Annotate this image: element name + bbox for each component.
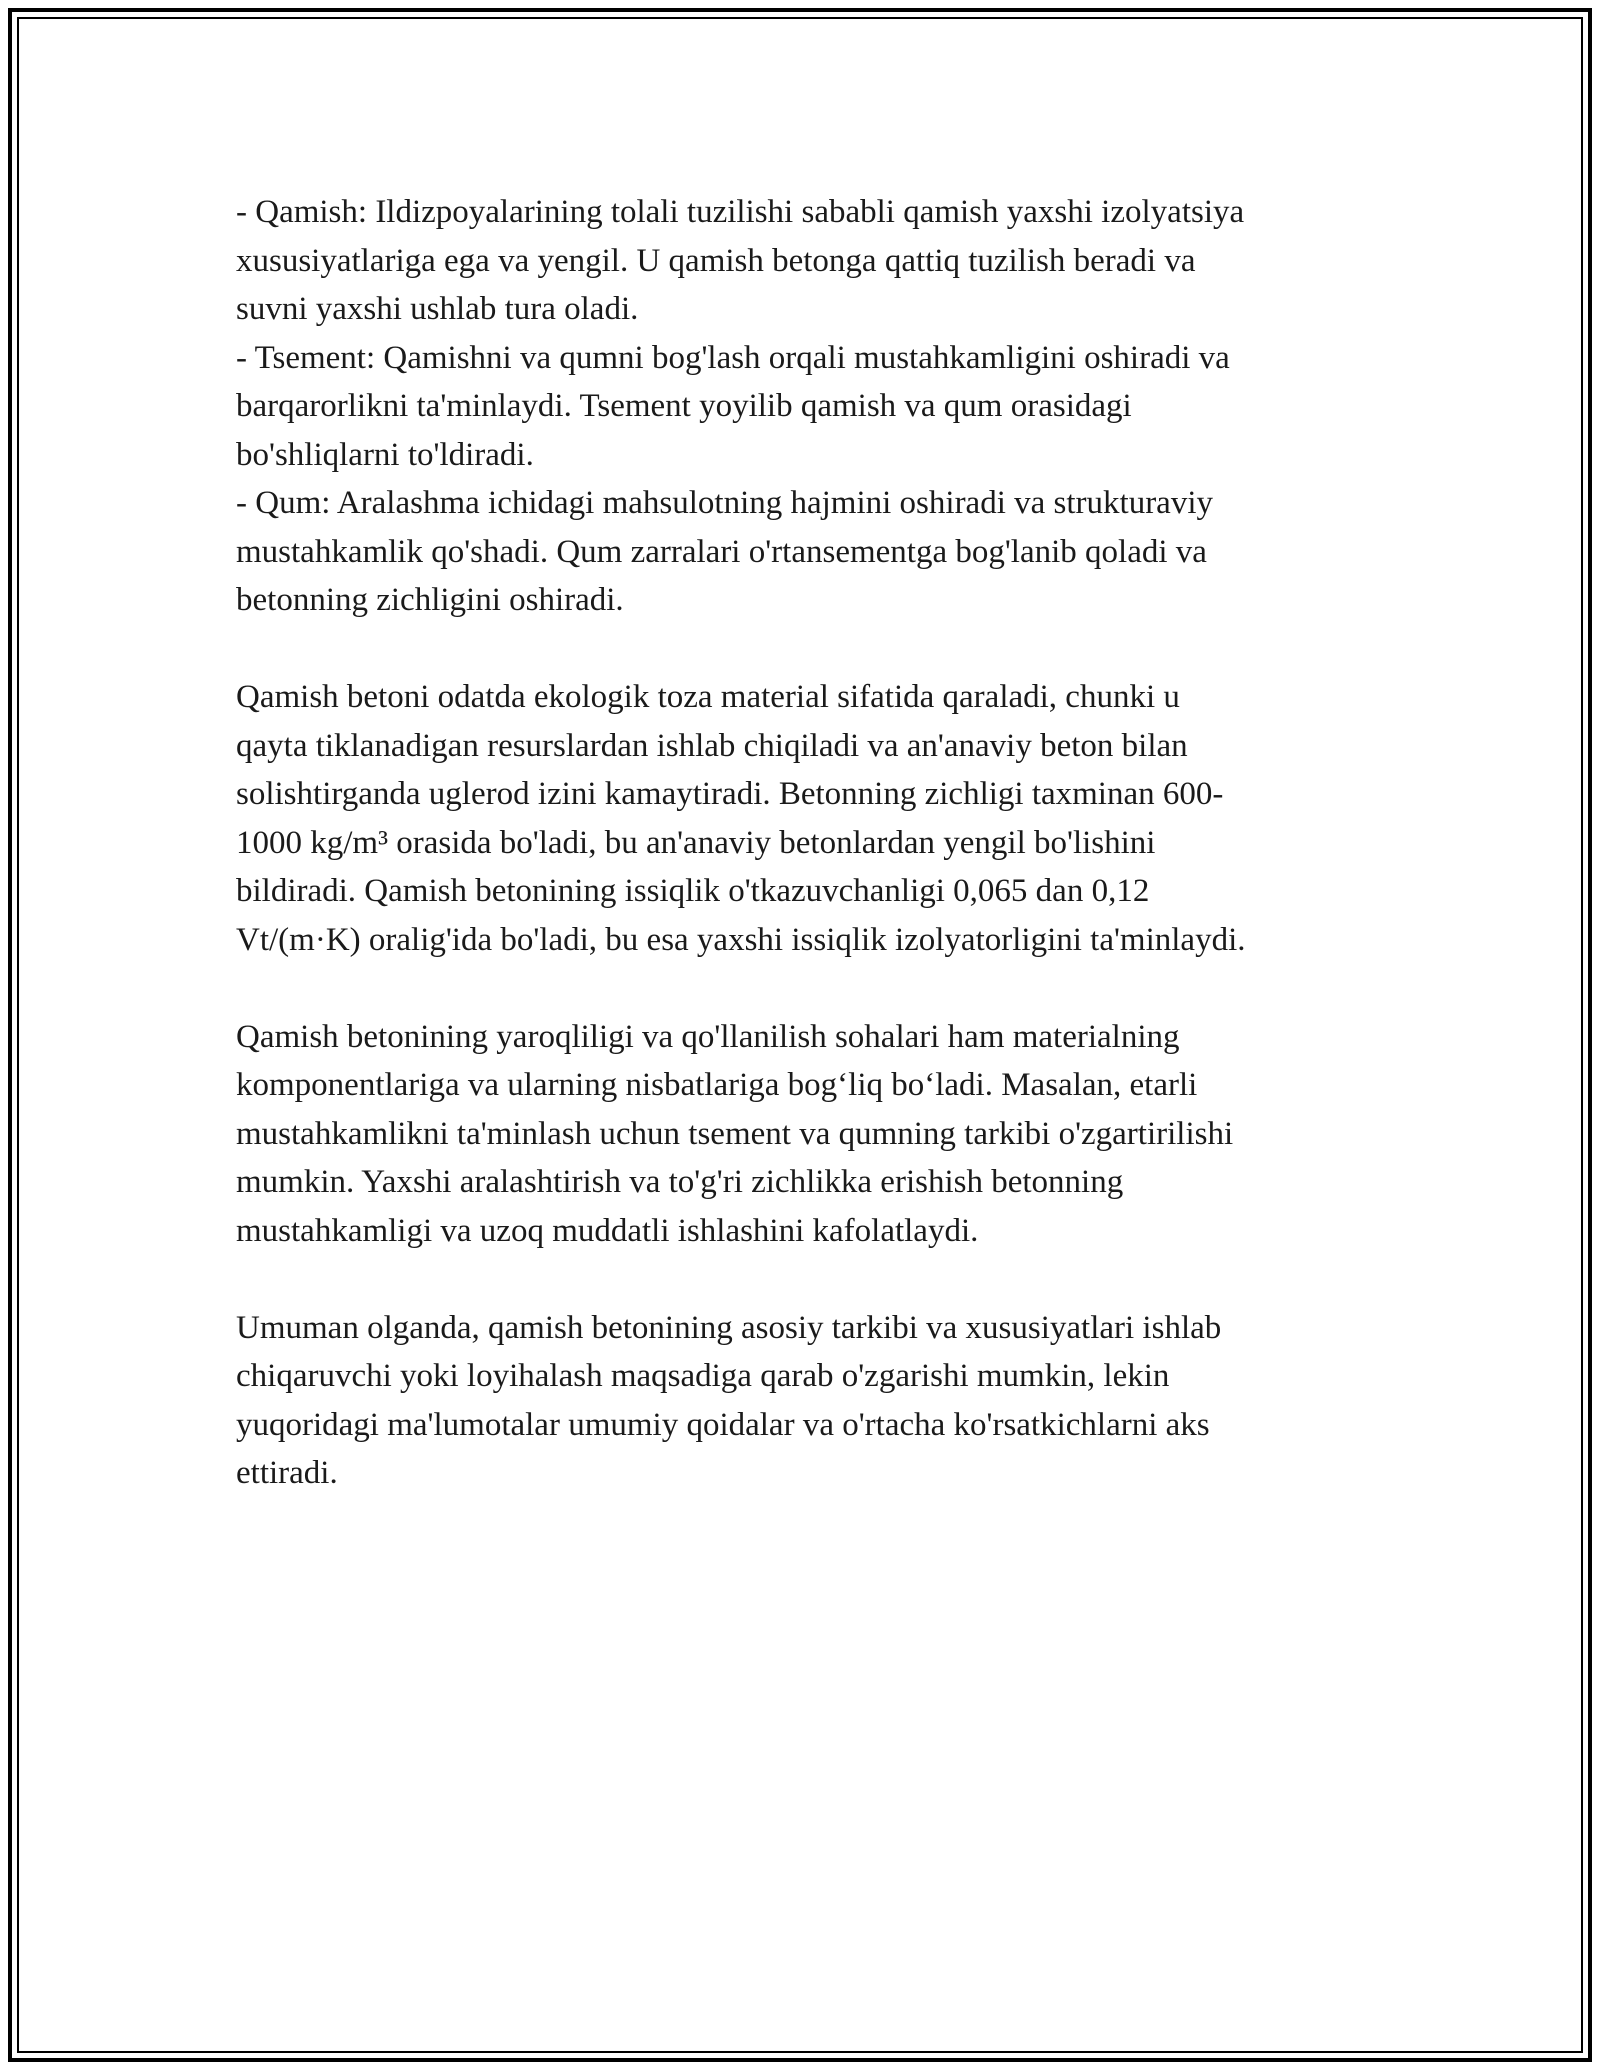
text-line: suvni yaxshi ushlab tura oladi. — [236, 291, 639, 327]
text-line: Qamish betoni odatda ekologik toza material sifatida qaraladi, chunki u — [236, 679, 1180, 715]
text-line: yuqoridagi ma'lumotalar umumiy qoidalar va o'rtacha ko'rsatkichlarni aks — [236, 1406, 1210, 1443]
text-line: Umuman olganda, qamish betonining asosiy tarkibi va xususiyatlari ishlab — [236, 1309, 1222, 1346]
list-item-qum — [236, 479, 1376, 625]
text-line: xususiyatlariga ega va yengil. U qamish betonga qattiq tuzilish beradi va — [236, 242, 1196, 279]
paragraph-gap — [236, 964, 1376, 1013]
text-line: - Qum: Aralashma ichidagi mahsulotning hajmini oshiradi va strukturaviy — [236, 485, 1213, 521]
text-line: qayta tiklanadigan resurslardan ishlab chiqiladi va an'anaviy beton bilan — [236, 727, 1188, 764]
text-line: Qamish betonining yaroqliligi va qo'llanilish sohalari ham materialning — [236, 1018, 1180, 1055]
document-body — [236, 188, 1376, 1498]
text-line: bo'shliqlarni to'ldiradi. — [236, 436, 534, 473]
paragraph-summary — [236, 1304, 1376, 1498]
paragraph-gap — [236, 625, 1376, 674]
text-line: komponentlariga va ularning nisbatlariga bog‘liq bo‘ladi. Masalan, etarli — [236, 1067, 1198, 1103]
text-line: Vt/(m·K) oralig'ida bo'ladi, bu esa yaxshi issiqlik izolyatorligini ta'minlaydi. — [236, 921, 1246, 958]
list-item-tsement — [236, 334, 1376, 480]
text-line: mumkin. Yaxshi aralashtirish va to'g'ri zichlikka erishish betonning — [236, 1164, 1124, 1200]
text-line: mustahkamligi va uzoq muddatli ishlashini kafolatlaydi. — [236, 1212, 979, 1249]
paragraph-ecology — [236, 673, 1376, 964]
text-line: bildiradi. Qamish betonining issiqlik o'tkazuvchanligi 0,065 dan 0,12 — [236, 873, 1150, 909]
text-line: solishtirganda uglerod izini kamaytiradi. Betonning zichligi taxminan 600- — [236, 776, 1224, 812]
text-line: 1000 kg/m³ orasida bo'ladi, bu an'anaviy betonlardan yengil bo'lishini — [236, 824, 1156, 861]
list-item-qamish — [236, 188, 1376, 334]
text-line: barqarorlikni ta'minlaydi. Tsement yoyilib qamish va qum orasidagi — [236, 388, 1132, 424]
text-line: chiqaruvchi yoki loyihalash maqsadiga qarab o'zgarishi mumkin, lekin — [236, 1358, 1170, 1394]
text-line: mustahkamlikni ta'minlash uchun tsement va qumning tarkibi o'zgartirilishi — [236, 1115, 1234, 1152]
paragraph-usage — [236, 1013, 1376, 1256]
text-line: betonning zichligini oshiradi. — [236, 582, 624, 618]
text-line: - Qamish: Ildizpoyalarining tolali tuzilishi sababli qamish yaxshi izolyatsiya — [236, 194, 1245, 230]
text-line: ettiradi. — [236, 1455, 338, 1491]
text-line: mustahkamlik qo'shadi. Qum zarralari o'rtansementga bog'lanib qoladi va — [236, 533, 1207, 570]
paragraph-gap — [236, 1255, 1376, 1304]
text-line: - Tsement: Qamishni va qumni bog'lash orqali mustahkamligini oshiradi va — [236, 339, 1230, 376]
